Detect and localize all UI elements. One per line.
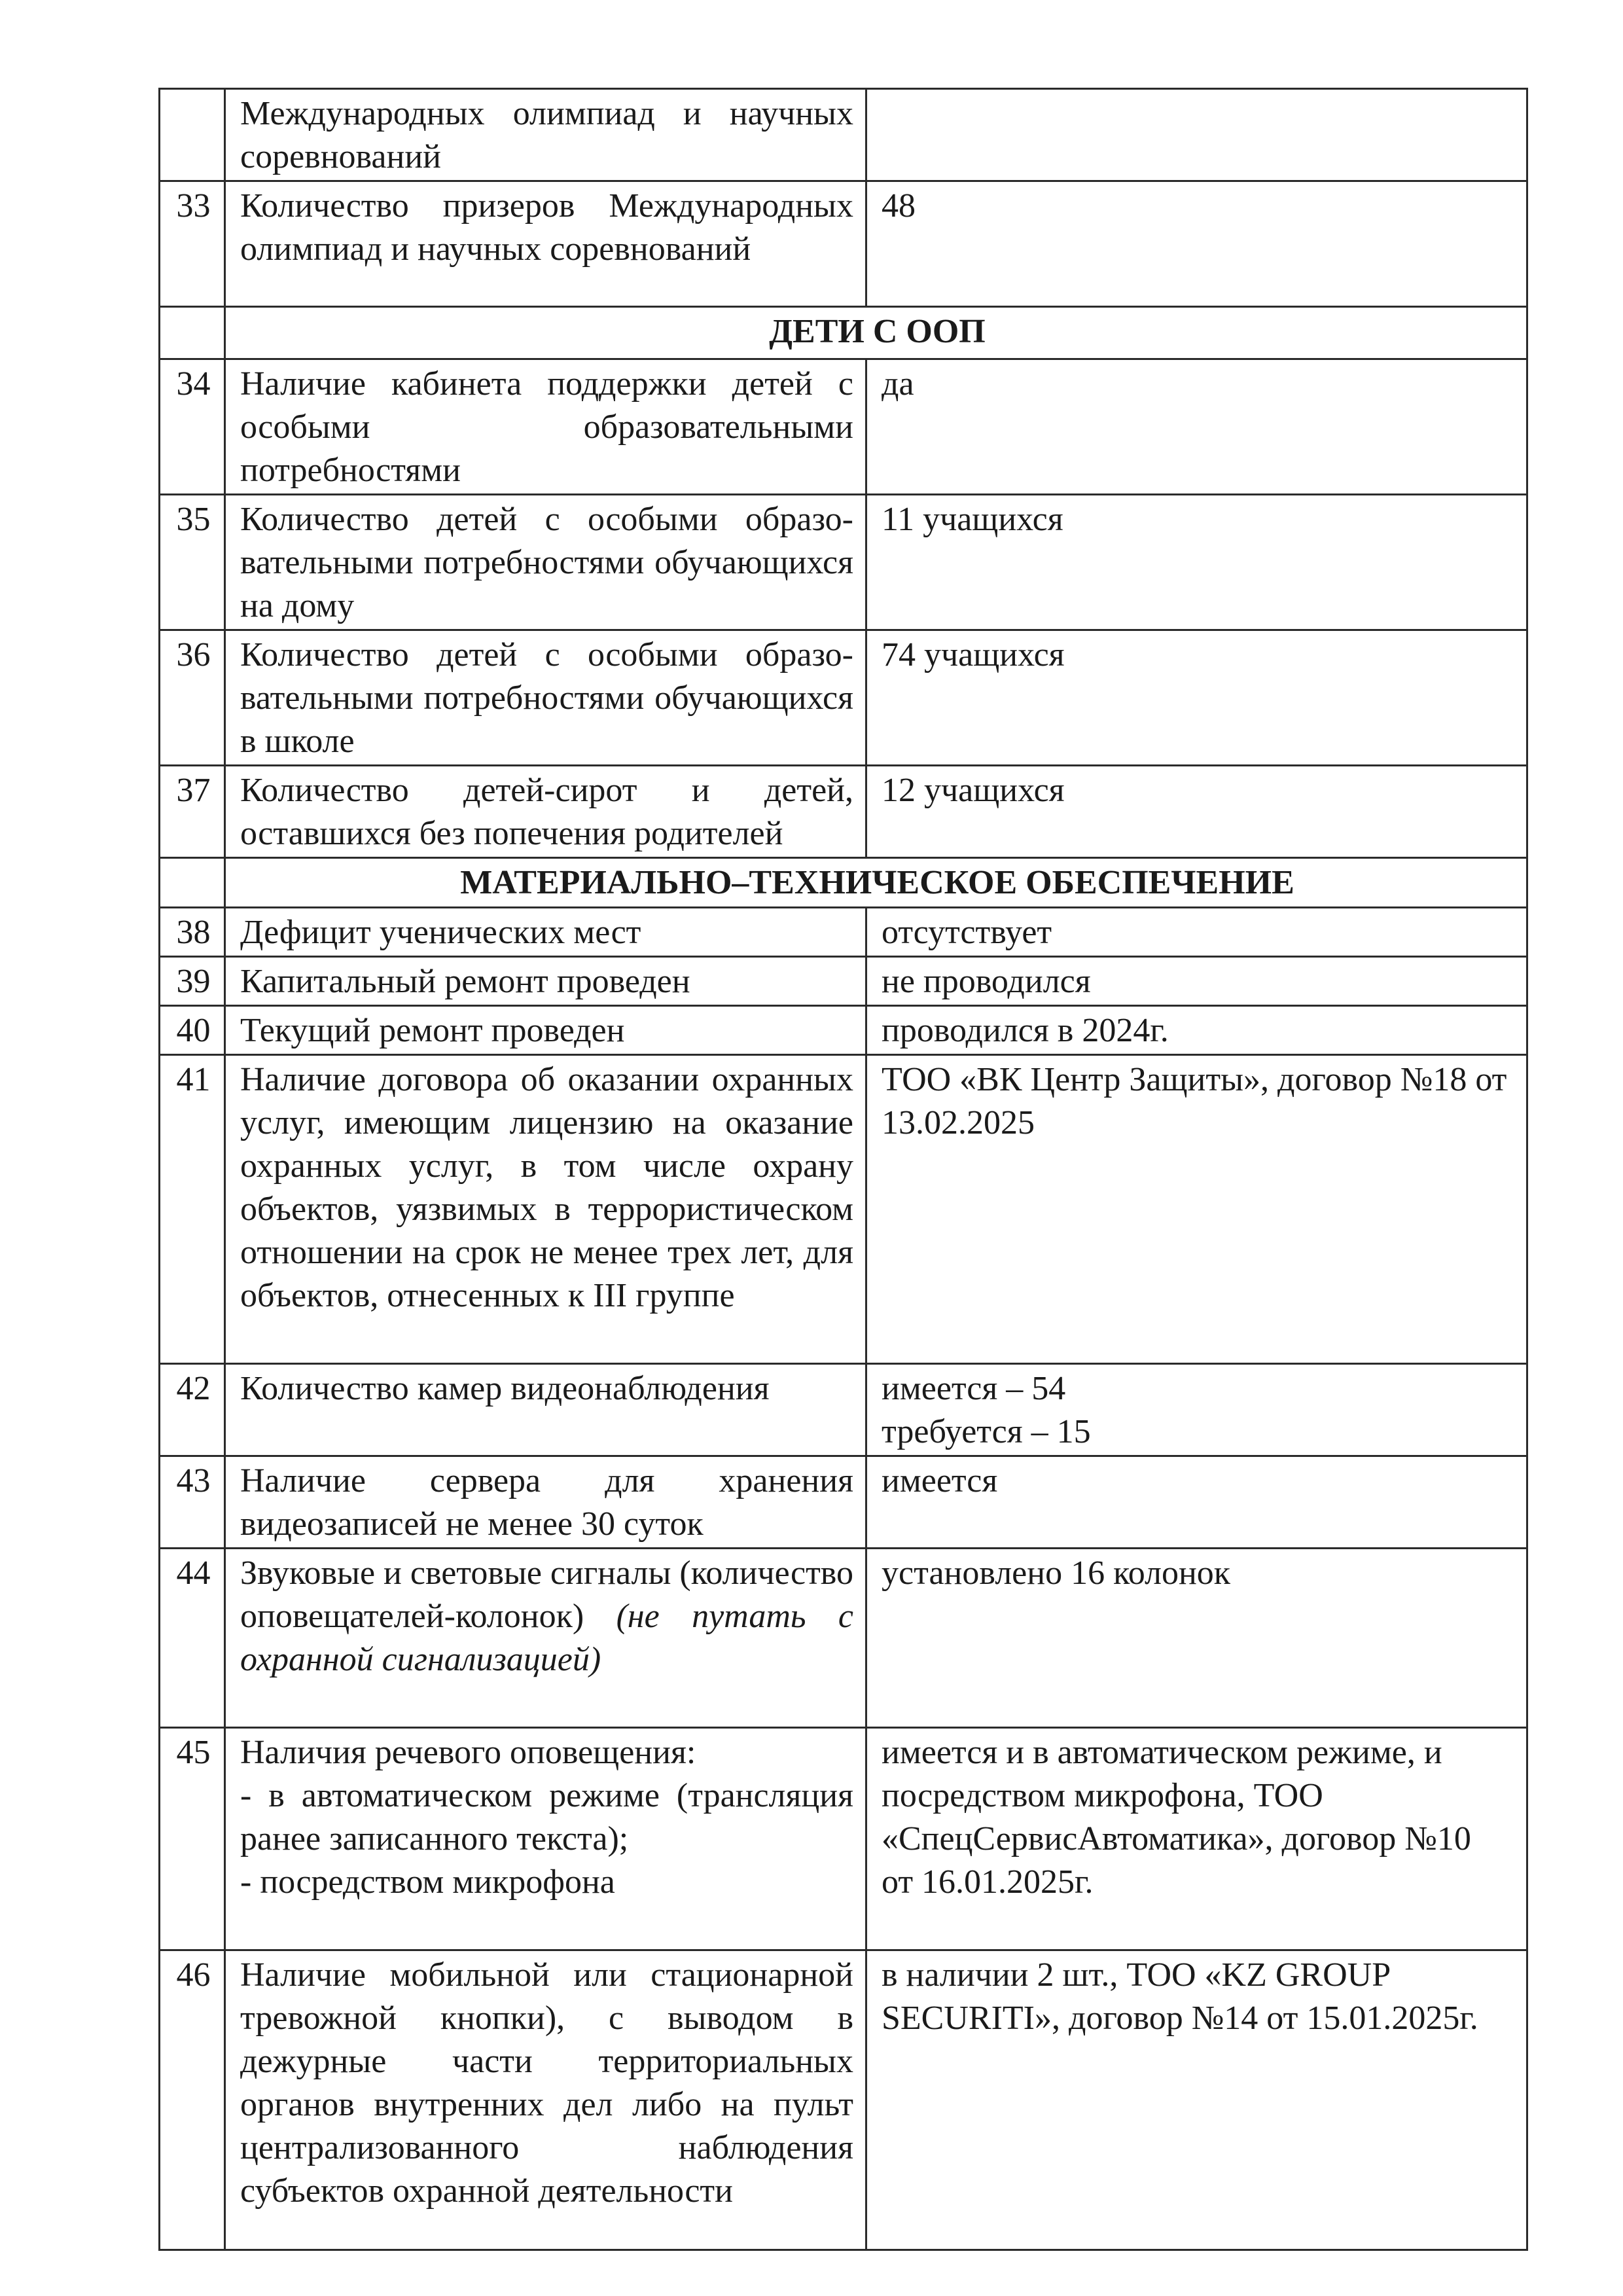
indicator-name-cell <box>225 908 866 957</box>
table-row <box>160 181 1527 307</box>
section-number-cell <box>160 307 225 359</box>
table-row <box>160 359 1527 495</box>
table-row <box>160 1549 1527 1728</box>
table-row <box>160 908 1527 957</box>
table-row <box>160 957 1527 1006</box>
indicators-table-body <box>160 89 1527 2250</box>
table-row <box>160 1728 1527 1950</box>
indicator-name-cell <box>225 1364 866 1456</box>
section-header-row <box>160 307 1527 359</box>
row-number: 42 <box>160 1364 225 1456</box>
row-number: 41 <box>160 1055 225 1364</box>
indicator-value: проводился в 2024г. <box>866 1006 1527 1055</box>
section-title: МАТЕРИАЛЬНО–ТЕХНИЧЕСКОЕ ОБЕСПЕЧЕНИЕ <box>225 858 1527 908</box>
row-number: 33 <box>160 181 225 307</box>
row-number: 36 <box>160 630 225 766</box>
indicator-name: Количество детей с особыми образо-вательными потребностями обучающихся в школе <box>240 636 853 760</box>
indicator-name: Наличие договора об оказании охранных услуг, имеющим лицензию на оказание охранных услуг, в том числе охрану объектов, уязвимых в террористическом отношении на срок не менее трех лет, для объектов, отнесенных к III группе <box>240 1061 853 1314</box>
indicator-value: 11 учащихся <box>866 495 1527 630</box>
row-number: 34 <box>160 359 225 495</box>
indicator-name-cell <box>225 630 866 766</box>
row-number: 46 <box>160 1950 225 2250</box>
indicator-name: Звуковые и световые сигналы (количество оповещателей-колонок) <box>240 1554 853 1635</box>
indicator-name-cell <box>225 1728 866 1950</box>
row-number: 37 <box>160 766 225 858</box>
indicator-value: не проводился <box>866 957 1527 1006</box>
indicator-name: Международных олимпиад и научных соревнований <box>240 95 853 175</box>
indicator-value: 48 <box>866 181 1527 307</box>
table-row <box>160 495 1527 630</box>
table-row <box>160 1950 1527 2250</box>
table-row <box>160 630 1527 766</box>
table-row <box>160 1456 1527 1549</box>
indicator-value: 12 учащихся <box>866 766 1527 858</box>
indicator-name: Текущий ремонт проведен <box>240 1012 625 1049</box>
indicator-name-cell <box>225 89 866 181</box>
indicator-value: имеется <box>866 1456 1527 1549</box>
indicators-table <box>158 88 1528 2251</box>
indicator-name-cell <box>225 1456 866 1549</box>
indicator-name: Наличие кабинета поддержки детей с особыми образовательными потребностями <box>240 365 853 489</box>
table-row <box>160 89 1527 181</box>
row-number: 43 <box>160 1456 225 1549</box>
row-number: 44 <box>160 1549 225 1728</box>
table-row <box>160 1006 1527 1055</box>
row-number: 38 <box>160 908 225 957</box>
section-number-cell <box>160 858 225 908</box>
indicator-name: Количество детей-сирот и детей, оставшихся без попечения родителей <box>240 772 853 852</box>
indicator-name-cell <box>225 1006 866 1055</box>
section-title: ДЕТИ С ООП <box>225 307 1527 359</box>
row-number: 40 <box>160 1006 225 1055</box>
indicator-name-cell <box>225 1055 866 1364</box>
table-row <box>160 1364 1527 1456</box>
indicator-name-cell <box>225 495 866 630</box>
indicator-name-cell <box>225 957 866 1006</box>
indicator-name-cell <box>225 1549 866 1728</box>
indicator-note: (не путать с охранной сигнализацией) <box>240 1598 853 1678</box>
indicator-name: Количество детей с особыми образо-вательными потребностями обучающихся на дому <box>240 501 853 624</box>
indicator-name-cell <box>225 1950 866 2250</box>
indicator-name: Дефицит ученических мест <box>240 914 641 951</box>
indicator-name-cell <box>225 181 866 307</box>
indicator-value: 74 учащихся <box>866 630 1527 766</box>
row-number: 45 <box>160 1728 225 1950</box>
row-number: 35 <box>160 495 225 630</box>
table-row <box>160 766 1527 858</box>
indicator-name: Количество камер видеонаблюдения <box>240 1370 770 1407</box>
indicator-value: в наличии 2 шт., ТОО «KZ GROUP SECURITI», договор №14 от 15.01.2025г. <box>866 1950 1527 2250</box>
indicator-name-cell <box>225 359 866 495</box>
indicator-name: Количество призеров Международных олимпиад и научных соревнований <box>240 187 853 268</box>
indicator-name-cell <box>225 766 866 858</box>
indicator-name: Наличие сервера для хранения видеозаписей не менее 30 суток <box>240 1462 853 1543</box>
indicator-value: имеется и в автоматическом режиме, и посредством микрофона, ТОО «СпецСервисАвтоматика», договор №10 от 16.01.2025г. <box>866 1728 1527 1950</box>
indicator-value: да <box>866 359 1527 495</box>
indicator-value: имеется – 54 требуется – 15 <box>866 1364 1527 1456</box>
indicator-value: установлено 16 колонок <box>866 1549 1527 1728</box>
table-row <box>160 1055 1527 1364</box>
row-number: 39 <box>160 957 225 1006</box>
indicator-value: отсутствует <box>866 908 1527 957</box>
section-header-row <box>160 858 1527 908</box>
indicator-name: Капитальный ремонт проведен <box>240 963 690 1000</box>
indicator-name: Наличия речевого оповещения: - в автоматическом режиме (трансляция ранее записанного текста); - посредством микрофона <box>240 1734 853 1901</box>
indicator-value <box>866 89 1527 181</box>
indicator-value: ТОО «ВК Центр Защиты», договор №18 от 13.02.2025 <box>866 1055 1527 1364</box>
indicator-name: Наличие мобильной или стационарной тревожной кнопки), с выводом в дежурные части территориальных органов внутренних дел либо на пульт централизованного наблюдения субъектов охранной деятельности <box>240 1956 853 2210</box>
row-number <box>160 89 225 181</box>
